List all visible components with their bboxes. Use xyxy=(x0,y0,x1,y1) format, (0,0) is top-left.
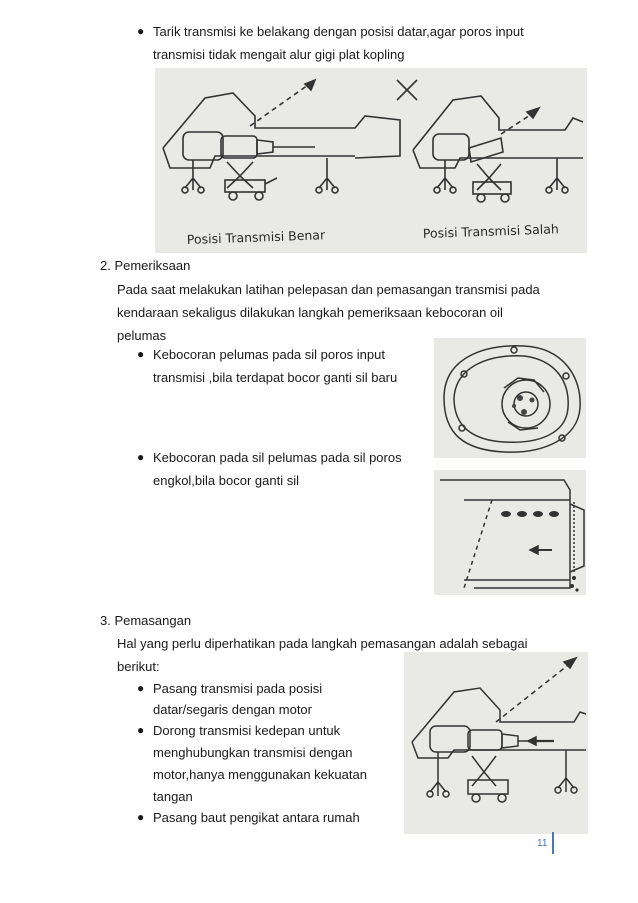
section3-item-line: Pasang transmisi pada posisi xyxy=(153,681,323,696)
section3-paragraph-line: Hal yang perlu diperhatikan pada langkah pemasangan adalah sebagai xyxy=(117,636,528,651)
section3-item-line: Dorong transmisi kedepan untuk xyxy=(153,723,341,738)
bullet-dot: ● xyxy=(137,450,145,464)
section2-paragraph-line: Pada saat melakukan latihan pelepasan dan pemasangan transmisi pada xyxy=(117,282,540,297)
section3-item-line: motor,hanya menggunakan kekuatan xyxy=(153,767,367,782)
input-shaft-seal-icon xyxy=(434,338,586,458)
section2-paragraph-line: kendaraan sekaligus dilakukan langkah pemeriksaan kebocoran oil xyxy=(117,305,503,320)
section3-paragraph-line: berikut: xyxy=(117,659,160,674)
bullet-dot: ● xyxy=(137,810,145,824)
bullet-dot: ● xyxy=(137,723,145,737)
bullet-dot: ● xyxy=(137,681,145,695)
section2-item-line: Kebocoran pelumas pada sil poros input xyxy=(153,347,385,362)
step1-text-line: Tarik transmisi ke belakang dengan posisi datar,agar poros input xyxy=(153,24,524,39)
caption-left: Posisi Transmisi Benar xyxy=(186,227,326,247)
page-number-divider xyxy=(552,832,554,854)
transmission-removal-diagram-icon xyxy=(155,68,587,253)
section2-item-line: Kebocoran pada sil pelumas pada sil poros xyxy=(153,450,402,465)
section3-item-line: Pasang baut pengikat antara rumah xyxy=(153,810,360,825)
section2-item-line: transmisi ,bila terdapat bocor ganti sil baru xyxy=(153,370,398,385)
bullet-dot: ● xyxy=(137,347,145,361)
section3-item-line: tangan xyxy=(153,789,193,804)
section3-item-line: datar/segaris dengan motor xyxy=(153,702,312,717)
section2-paragraph-line: pelumas xyxy=(117,328,167,343)
section3-item-line: menghubungkan transmisi dengan xyxy=(153,745,353,760)
transmission-install-diagram-icon xyxy=(404,652,588,834)
section2-item-line: engkol,bila bocor ganti sil xyxy=(153,473,299,488)
section-heading-pemeriksaan: 2. Pemeriksaan xyxy=(100,258,191,273)
crankshaft-seal-icon xyxy=(434,470,586,595)
page-number: 11 xyxy=(537,838,548,849)
section-heading-pemasangan: 3. Pemasangan xyxy=(100,613,192,628)
step1-text-line: transmisi tidak mengait alur gigi plat kopling xyxy=(153,47,405,62)
caption-right: Posisi Transmisi Salah xyxy=(422,221,560,241)
bullet-dot: ● xyxy=(137,24,145,38)
